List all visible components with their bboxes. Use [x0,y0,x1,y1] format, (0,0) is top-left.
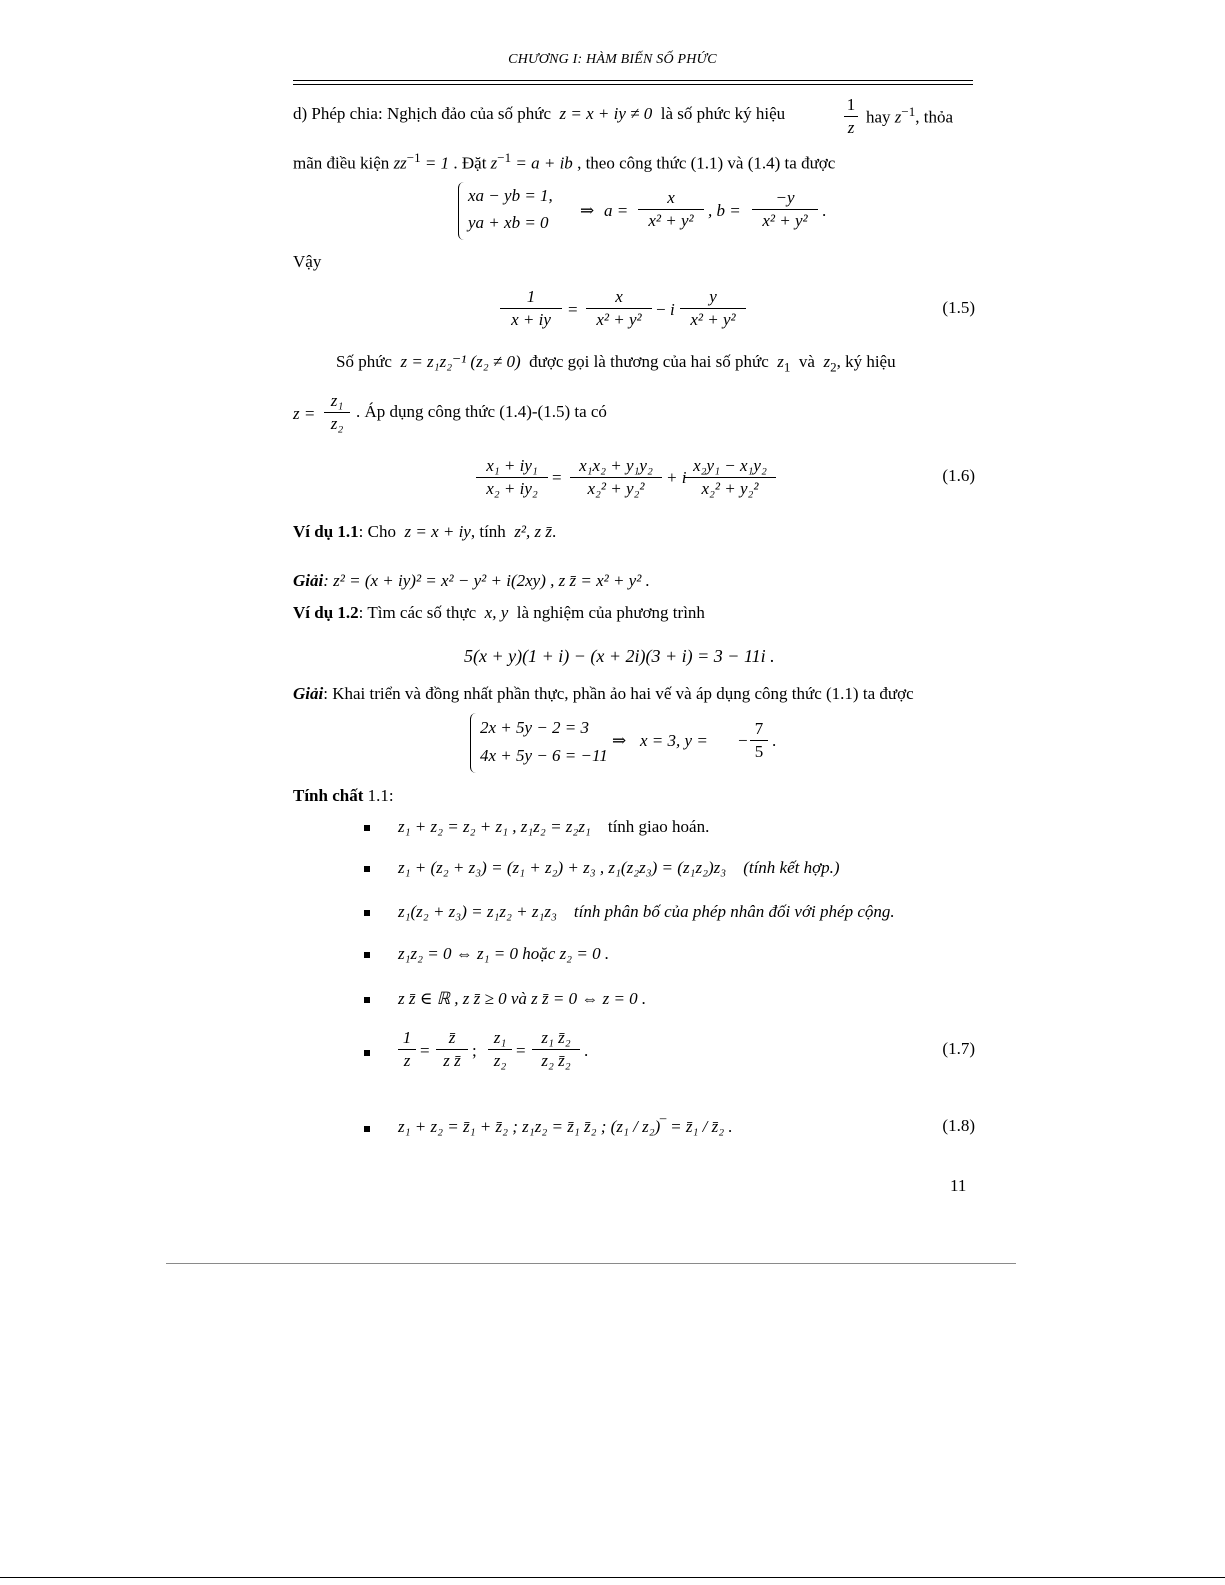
quotient-apply-text: . Áp dụng công thức (1.4)-(1.5) ta có [356,402,607,421]
property-4: z₁z₂ = 0 ⇔ z₁ = 0 hoặc z₂ = 0 . [398,944,610,963]
system2-end: . [772,731,777,750]
implies-arrow: ⇒ [580,201,595,220]
eq16-lhs: x₁ + iy₁ x₂ + iy₂ [476,456,548,499]
notation-text: là số phức ký hiệu [660,104,786,123]
bullet-6 [364,1050,370,1056]
eq15-lhs: 1 x + iy [500,287,562,330]
chapter-header: CHƯƠNG I: HÀM BIẾN SỐ PHỨC [508,52,717,67]
page-number: 11 [950,1176,967,1195]
eq17-sep: ; [472,1041,477,1060]
eq17-eq2: = [516,1041,526,1060]
bullet-7 [364,1126,370,1132]
system2-row1: 2x + 5y − 2 = 3 [480,718,590,737]
header-rule-top [293,80,973,81]
solution-1-2: Giải: Khai triển và đồng nhất phần thực, phần ảo hai vế và áp dụng công thức (1.1) ta được [293,684,914,703]
bullet-4 [364,952,370,958]
system2-x: x = 3, y = [640,731,708,750]
system2-neg: − [738,731,748,750]
complex-number-math: z = x + iy ≠ 0 [559,104,653,123]
system-brace [458,182,465,240]
property-5: z z̄ ∈ ℝ , z z̄ ≥ 0 và z z̄ = 0 ⇔ z = 0 . [398,989,647,1008]
system1-row1: xa − yb = 1, [468,186,553,205]
eq16-label: (1.6) [942,466,975,485]
division-line-2: mãn điều kiện $zz^{-1} = 1$ . Đặt $z^{-1} = a$ + ib , theo công thức (1.1) và (1.4) ta được [293,150,836,173]
division-text: d) Phép chia: Nghịch đảo của số phức [293,104,552,123]
eq17-eq1: = [420,1041,430,1060]
eq17-frac2: z̄ z z̄ [436,1028,468,1071]
property-2: z₁ + (z₂ + z₃) = (z₁ + z₂) + z₃ , z₁(z₂z₃) = (z₁z₂)z₃ (tính kết hợp.) [398,858,840,877]
eq16-plus-i: + i [666,468,687,487]
property-3: z₁(z₂ + z₃) = z₁z₂ + z₁z₃ tính phân bố của phép nhân đối với phép cộng. [398,902,895,921]
eq15-rhs2: y x² + y² [680,287,746,330]
footer-rule [166,1263,1016,1264]
inverse-fraction: 1 z [844,95,858,138]
quotient-fraction: z₁ z₂ [324,391,350,434]
property-heading: Tính chất 1.1: [293,786,394,805]
eq18-label: (1.8) [942,1116,975,1135]
division-line-1-end: hay $z^{-1}$, thỏa [866,104,954,127]
example-1-2: Ví dụ 1.2: Tìm các số thực x, y là nghiệm của phương trình [293,603,705,622]
eq15-minus: − [656,300,666,319]
eq16-equals: = [552,468,562,487]
header-rule-bottom [293,84,973,85]
system2-row2: 4x + 5y − 6 = −11 [480,746,608,765]
quotient-line: Số phức z = z₁z₂⁻¹ (z₂ ≠ 0) được gọi là thương của hai số phức $z_1$ và $z_2$, ký hiệu [336,352,896,375]
system1-row2: ya + xb = 0 [468,213,549,232]
bullet-5 [364,997,370,1003]
bullet-2 [364,866,370,872]
eq17-frac1: 1 z [398,1028,416,1071]
a-fraction: x x² + y² [638,188,704,231]
system2-arrow: ⇒ [612,731,627,750]
b-fraction: −y x² + y² [752,188,818,231]
page-bottom-rule [0,1577,1225,1578]
system2-brace [470,713,477,773]
eq15-label: (1.5) [942,298,975,317]
example-equation: 5(x + y)(1 + i) − (x + 2i)(3 + i) = 3 − 11i . [464,646,775,666]
quotient-z-eq: z = [293,404,316,423]
eq17-frac4: z₁ z̄₂ z₂ z̄₂ [532,1028,580,1071]
eq17-label: (1.7) [942,1039,975,1058]
system1-end: . [822,201,827,220]
bullet-3 [364,910,370,916]
eq17-frac3: z₁ z₂ [488,1028,512,1071]
eq16-rhs1: x₁x₂ + y₁y₂ x₂² + y₂² [570,456,662,499]
solution-1-1: Giải: z² = (x + iy)² = x² − y² + i(2xy) , z z̄ = x² + y² . [293,571,650,590]
eq17-end: . [584,1041,589,1060]
division-line-1 [293,104,785,124]
property-1: z₁ + z₂ = z₂ + z₁ , z₁z₂ = z₂z₁ tính giao hoán. [398,817,710,836]
vay-text: Vậy [293,252,322,271]
eq15-rhs1: x x² + y² [586,287,652,330]
a-label: a = [604,201,629,220]
eq15-equals: = [568,300,578,319]
bullet-1 [364,825,370,831]
eq16-rhs2: x₂y₁ − x₁y₂ x₂² + y₂² [684,456,776,499]
eq18-math: z₁ + z₂ = z̄₁ + z̄₂ ; z₁z₂ = z̄₁ z̄₂ ; (z₁ / z₂)‾ = z̄₁ / z̄₂ . [398,1117,733,1136]
example-1-1: Ví dụ 1.1: Cho z = x + iy, tính z², z z̄. [293,522,557,541]
b-label: , b = [708,201,741,220]
system2-y-fraction: 7 5 [750,719,768,762]
eq15-i: i [670,300,675,319]
